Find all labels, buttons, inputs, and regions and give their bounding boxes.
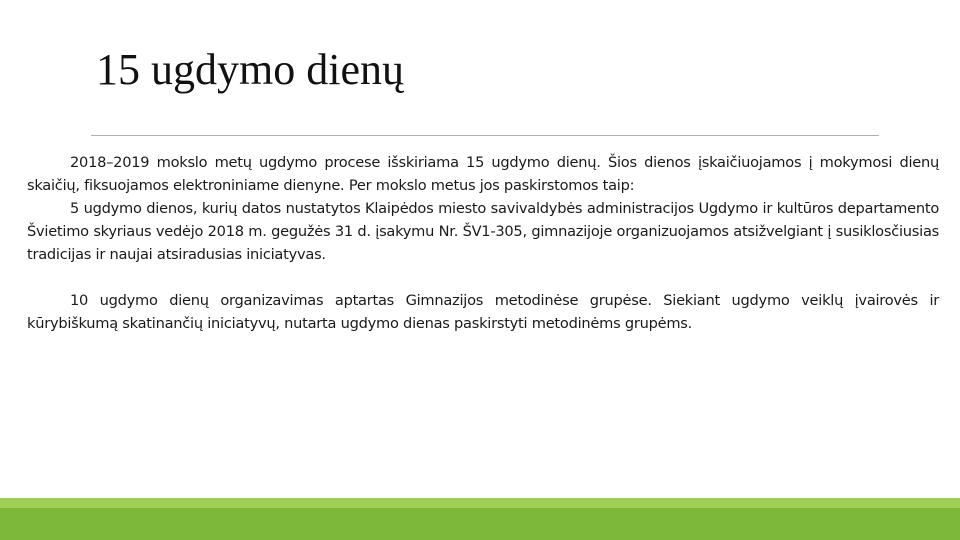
footer-accent-bar-light: [0, 498, 960, 508]
title-divider: [91, 135, 879, 136]
footer-accent-bar-dark: [0, 508, 960, 540]
paragraph-five-days: 5 ugdymo dienos, kurių datos nustatytos Klaipėdos miesto savivaldybės administracijos Ugdymo ir kultūros departamento Švietimo skyriaus vedėjo 2018 m. gegužės 31 d. įsakymu Nr. ŠV1-305, gimnazijoje organizuojamos atsižvelgiant į susiklosčiusias tradicijas ir naujai atsiradusias iniciatyvas.: [27, 200, 939, 263]
paragraph-intro: 2018–2019 mokslo metų ugdymo procese išskiriama 15 ugdymo dienų. Šios dienos įskaičiuojamos į mokymosi dienų skaičių, fiksuojamos elektroniniame dienyne. Per mokslo metus jos paskirstomos taip:: [27, 154, 939, 194]
slide-body: [27, 151, 939, 335]
paragraph-ten-days: 10 ugdymo dienų organizavimas aptartas Gimnazijos metodinėse grupėse. Siekiant ugdymo veiklų įvairovės ir kūrybiškumą skatinančių iniciatyvų, nutarta ugdymo dienas paskirstyti metodinėms grupėms.: [27, 292, 939, 332]
slide-title: 15 ugdymo dienų: [96, 45, 404, 94]
